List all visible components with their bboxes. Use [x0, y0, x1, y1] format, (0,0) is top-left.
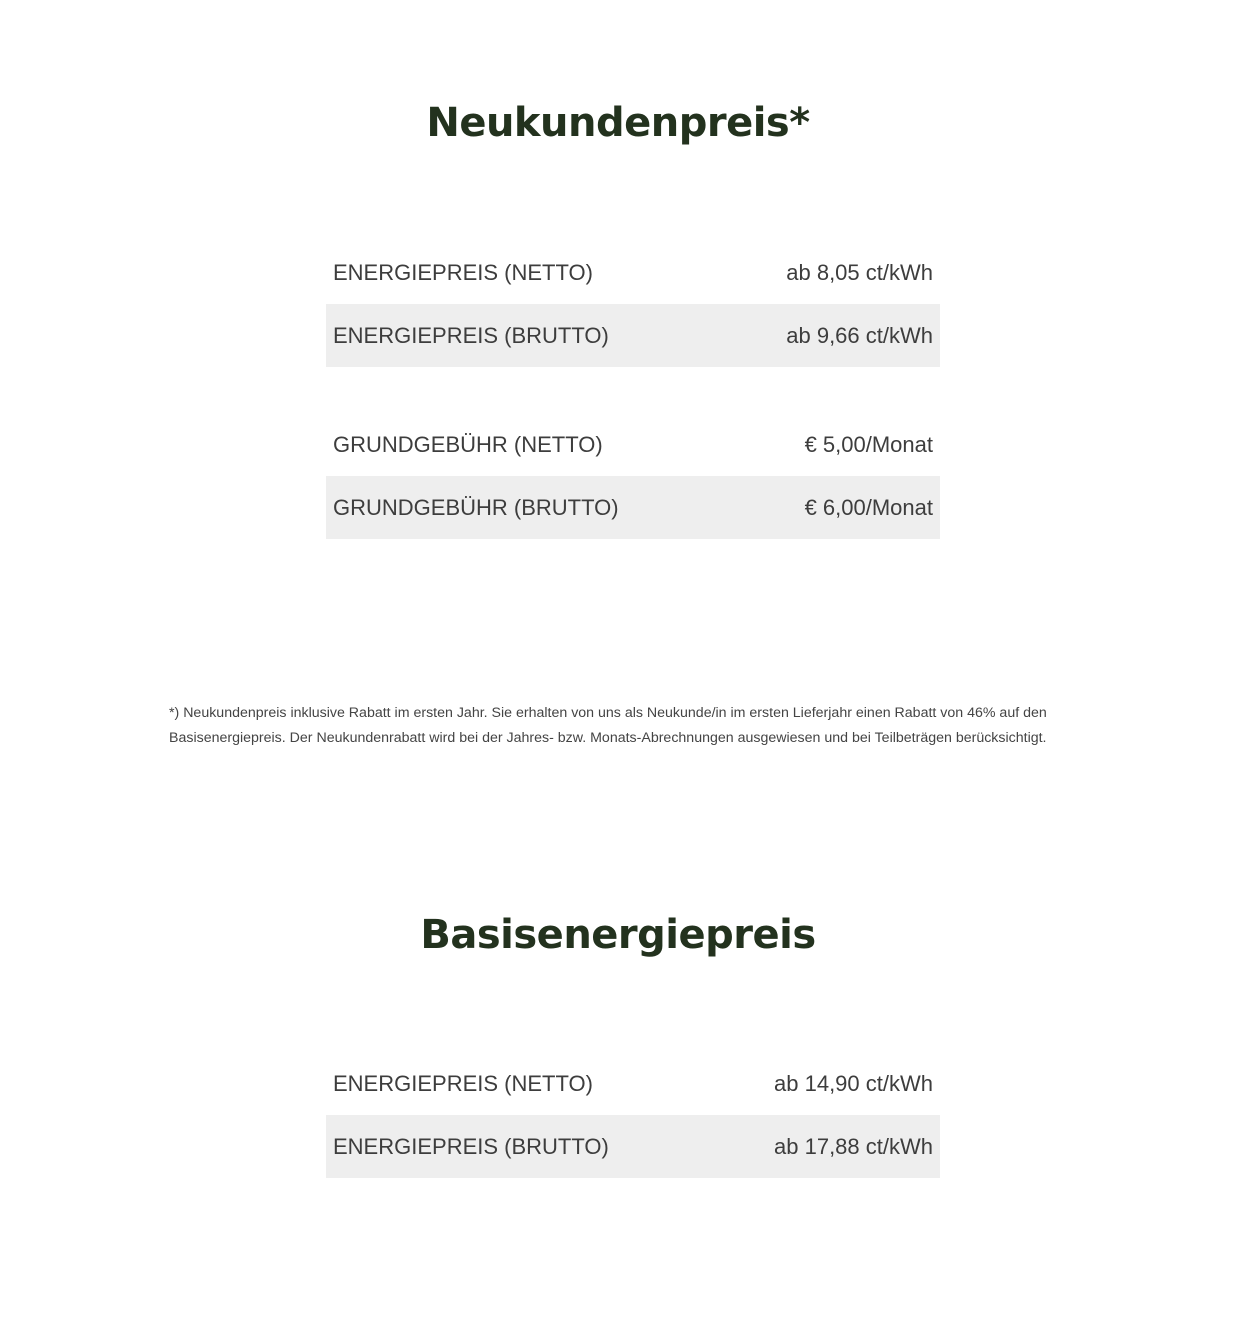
price-label: ENERGIEPREIS (BRUTTO) [333, 1133, 609, 1159]
table-row [326, 1115, 940, 1178]
price-value: ab 8,05 ct/kWh [786, 259, 933, 285]
basisenergiepreis-title: Basisenergiepreis [420, 912, 816, 958]
neukundenpreis-title: Neukundenpreis* [426, 100, 810, 146]
price-value: ab 14,90 ct/kWh [774, 1070, 933, 1096]
price-value: € 5,00/Monat [804, 431, 933, 457]
table-row [326, 1052, 940, 1115]
price-value: ab 9,66 ct/kWh [786, 322, 933, 348]
footnote: *) Neukundenpreis inklusive Rabatt im ersten Jahr. Sie erhalten von uns als Neukunde/in im ersten Lieferjahr einen Rabatt von 46% auf den Basisenergiepreis. Der Neukundenrabatt wird bei der Jahres- bzw. Monats-Abrechnungen ausgewiesen und bei Teilbeträgen berücksichtigt. [169, 705, 1047, 746]
price-value: ab 17,88 ct/kWh [774, 1133, 933, 1159]
neukunden-energy-price-table [326, 241, 940, 367]
table-row [326, 304, 940, 367]
price-label: ENERGIEPREIS (NETTO) [333, 1070, 593, 1096]
table-row [326, 413, 940, 476]
price-label: GRUNDGEBÜHR (NETTO) [333, 431, 603, 457]
table-row [326, 476, 940, 539]
price-label: ENERGIEPREIS (BRUTTO) [333, 322, 609, 348]
price-label: ENERGIEPREIS (NETTO) [333, 259, 593, 285]
table-row [326, 241, 940, 304]
price-value: € 6,00/Monat [804, 494, 933, 520]
neukunden-base-fee-table [326, 413, 940, 539]
price-label: GRUNDGEBÜHR (BRUTTO) [333, 494, 619, 520]
basis-energy-price-table [326, 1052, 940, 1178]
